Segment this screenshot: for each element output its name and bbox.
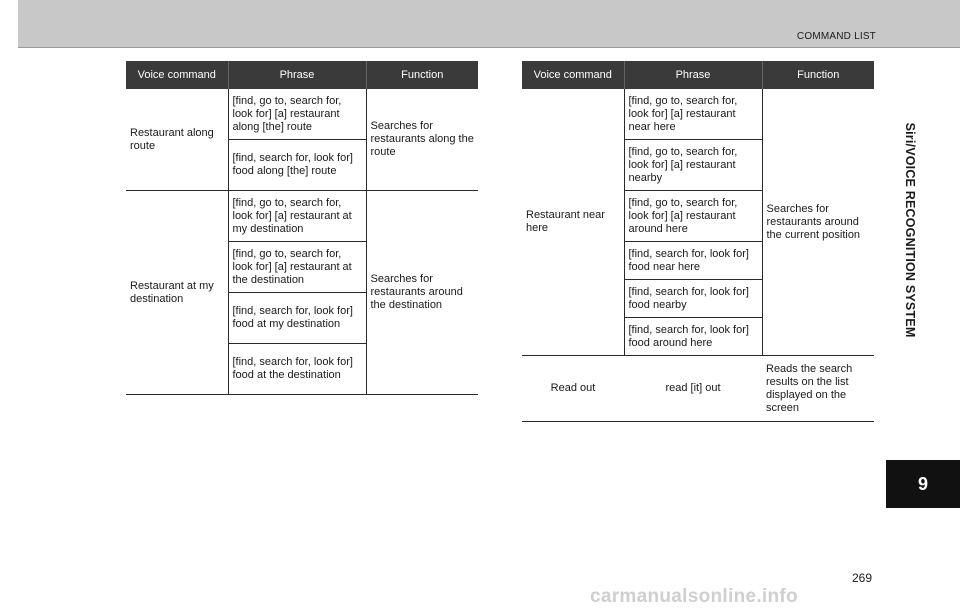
command-table-left (126, 61, 478, 395)
page-number: 269 (852, 571, 873, 585)
column-header-phrase: Phrase (228, 61, 366, 89)
function-cell: Searches for restaurants around the destination (366, 191, 478, 395)
phrase-cell: read [it] out (624, 356, 762, 422)
voice-command-cell: Restaurant at my destination (126, 191, 228, 395)
chapter-side-label: Siri/VOICE RECOGNITION SYSTEM (903, 122, 917, 338)
phrase-cell: [find, search for, look for] food nearby (624, 280, 762, 318)
column-header-function: Function (366, 61, 478, 89)
function-cell: Reads the search results on the list displayed on the screen (762, 356, 874, 422)
voice-command-cell: Restaurant near here (522, 89, 624, 356)
table-row (522, 89, 874, 140)
phrase-cell: [find, search for, look for] food at my destination (228, 293, 366, 344)
table-row (126, 191, 478, 242)
column-header-function: Function (762, 61, 874, 89)
table-row (126, 89, 478, 140)
phrase-cell: [find, search for, look for] food around here (624, 318, 762, 356)
table-row (522, 356, 874, 422)
column-header-phrase: Phrase (624, 61, 762, 89)
phrase-cell: [find, search for, look for] food along [the] route (228, 140, 366, 191)
column-header-voice-command: Voice command (522, 61, 624, 89)
function-cell: Searches for restaurants around the current position (762, 89, 874, 356)
table-header-row (126, 61, 478, 89)
voice-command-cell: Read out (522, 356, 624, 422)
command-table-right (522, 61, 874, 422)
phrase-cell: [find, go to, search for, look for] [a] restaurant at the destination (228, 242, 366, 293)
column-header-voice-command: Voice command (126, 61, 228, 89)
watermark: carmanualsonline.info (590, 586, 798, 607)
table-header-row (522, 61, 874, 89)
phrase-cell: [find, go to, search for, look for] [a] restaurant near here (624, 89, 762, 140)
phrase-cell: [find, go to, search for, look for] [a] restaurant at my destination (228, 191, 366, 242)
function-cell: Searches for restaurants along the route (366, 89, 478, 191)
chapter-number-tab: 9 (886, 460, 960, 508)
phrase-cell: [find, go to, search for, look for] [a] restaurant around here (624, 191, 762, 242)
page-section-title: COMMAND LIST (796, 31, 876, 42)
phrase-cell: [find, go to, search for, look for] [a] restaurant nearby (624, 140, 762, 191)
chapter-side-tab (886, 48, 960, 460)
phrase-cell: [find, go to, search for, look for] [a] restaurant along [the] route (228, 89, 366, 140)
phrase-cell: [find, search for, look for] food near here (624, 242, 762, 280)
phrase-cell: [find, search for, look for] food at the destination (228, 344, 366, 395)
voice-command-cell: Restaurant along route (126, 89, 228, 191)
header-divider (18, 47, 960, 48)
